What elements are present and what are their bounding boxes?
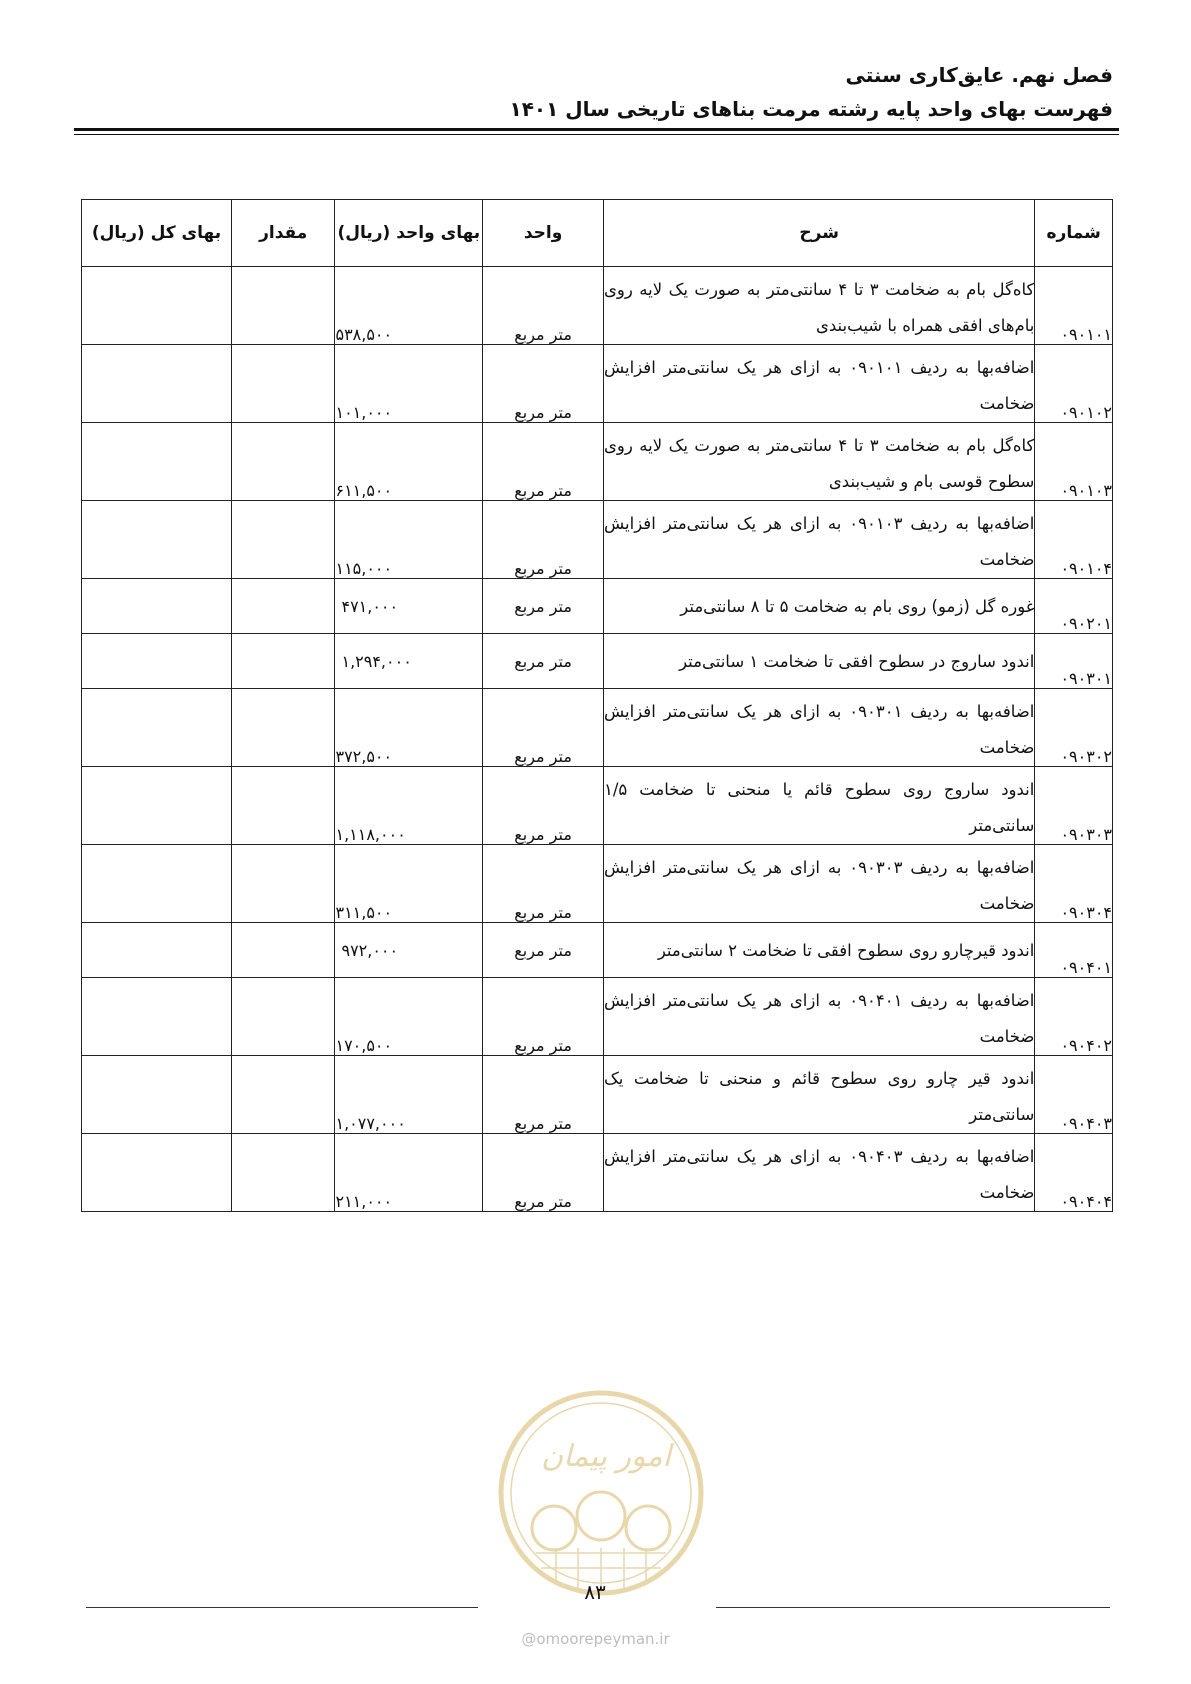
row-total (82, 978, 232, 1056)
table-row (82, 423, 1113, 501)
row-unit: متر مربع (483, 501, 604, 579)
header-unit-price: بهای واحد (ریال) (335, 200, 483, 267)
header-total-price: بهای کل (ریال) (82, 200, 232, 267)
row-description: اضافه‌بها به ردیف ۰۹۰۳۰۳ به ازای هر یک سانتی‌متر افزایش ضخامت (603, 845, 1034, 923)
row-code: ۰۹۰۱۰۱ (1035, 267, 1113, 345)
table-row (82, 689, 1113, 767)
row-quantity (231, 501, 335, 579)
chapter-title: فصل نهم. عایق‌کاری سنتی (845, 63, 1113, 87)
table-row (82, 501, 1113, 579)
row-description: غوره گل (زمو) روی بام به ضخامت ۵ تا ۸ سانتی‌متر (603, 579, 1034, 634)
row-unit-price: ۱,۱۱۸,۰۰۰ (335, 767, 483, 845)
row-code: ۰۹۰۳۰۴ (1035, 845, 1113, 923)
row-unit-price: ۱۱۵,۰۰۰ (335, 501, 483, 579)
header-rule-thick (74, 128, 1119, 131)
row-code: ۰۹۰۴۰۳ (1035, 1056, 1113, 1134)
row-unit-price: ۳۱۱,۵۰۰ (335, 845, 483, 923)
table-row (82, 345, 1113, 423)
footer-rule-left (86, 1607, 478, 1608)
row-description: کاه‌گل بام به ضخامت ۳ تا ۴ سانتی‌متر به صورت یک لایه روی سطوح قوسی بام و شیب‌بندی (603, 423, 1034, 501)
row-unit-price: ۴۷۱,۰۰۰ (335, 579, 483, 634)
row-total (82, 423, 232, 501)
page-header (53, 58, 1113, 126)
row-total (82, 923, 232, 978)
row-total (82, 767, 232, 845)
row-quantity (231, 767, 335, 845)
header-description: شرح (603, 200, 1034, 267)
row-description: اندود ساروج در سطوح افقی تا ضخامت ۱ سانتی‌متر (603, 634, 1034, 689)
row-total (82, 1056, 232, 1134)
table-row (82, 1134, 1113, 1212)
row-description: اضافه‌بها به ردیف ۰۹۰۱۰۳ به ازای هر یک سانتی‌متر افزایش ضخامت (603, 501, 1034, 579)
row-unit-price: ۱۰۱,۰۰۰ (335, 345, 483, 423)
row-unit-price: ۶۱۱,۵۰۰ (335, 423, 483, 501)
row-quantity (231, 1134, 335, 1212)
row-code: ۰۹۰۴۰۱ (1035, 923, 1113, 978)
row-quantity (231, 634, 335, 689)
row-unit: متر مربع (483, 634, 604, 689)
row-unit: متر مربع (483, 978, 604, 1056)
row-code: ۰۹۰۳۰۳ (1035, 767, 1113, 845)
table-row (82, 267, 1113, 345)
row-code: ۰۹۰۱۰۲ (1035, 345, 1113, 423)
row-unit: متر مربع (483, 1134, 604, 1212)
price-list-table (81, 199, 1113, 1212)
row-description: اضافه‌بها به ردیف ۰۹۰۴۰۱ به ازای هر یک سانتی‌متر افزایش ضخامت (603, 978, 1034, 1056)
row-unit-price: ۱,۲۹۴,۰۰۰ (335, 634, 483, 689)
table-row (82, 978, 1113, 1056)
table-row (82, 767, 1113, 845)
row-quantity (231, 978, 335, 1056)
row-unit: متر مربع (483, 267, 604, 345)
page-number: ۸۳ (584, 1580, 606, 1604)
row-unit: متر مربع (483, 689, 604, 767)
row-description: اندود قیر چارو روی سطوح قائم و منحنی تا ضخامت یک سانتی‌متر (603, 1056, 1034, 1134)
row-unit: متر مربع (483, 923, 604, 978)
header-rule-thin (74, 134, 1119, 135)
row-unit: متر مربع (483, 423, 604, 501)
table-row (82, 634, 1113, 689)
table-row (82, 845, 1113, 923)
row-quantity (231, 345, 335, 423)
row-quantity (231, 1056, 335, 1134)
table-row (82, 923, 1113, 978)
row-unit: متر مربع (483, 767, 604, 845)
document-subtitle: فهرست بهای واحد پایه رشته مرمت بناهای تاریخی سال ۱۴۰۱ (509, 97, 1113, 121)
row-total (82, 267, 232, 345)
row-total (82, 345, 232, 423)
row-unit-price: ۵۳۸,۵۰۰ (335, 267, 483, 345)
footer-rule-right (716, 1607, 1110, 1608)
row-description: اضافه‌بها به ردیف ۰۹۰۳۰۱ به ازای هر یک سانتی‌متر افزایش ضخامت (603, 689, 1034, 767)
row-unit: متر مربع (483, 345, 604, 423)
row-code: ۰۹۰۱۰۳ (1035, 423, 1113, 501)
header-unit: واحد (483, 200, 604, 267)
table-row (82, 1056, 1113, 1134)
row-description: اندود ساروج روی سطوح قائم یا منحنی تا ضخامت ۱/۵ سانتی‌متر (603, 767, 1034, 845)
row-total (82, 579, 232, 634)
row-quantity (231, 923, 335, 978)
row-code: ۰۹۰۱۰۴ (1035, 501, 1113, 579)
row-unit-price: ۹۷۲,۰۰۰ (335, 923, 483, 978)
row-quantity (231, 689, 335, 767)
row-quantity (231, 423, 335, 501)
row-description: اندود قیرچارو روی سطوح افقی تا ضخامت ۲ سانتی‌متر (603, 923, 1034, 978)
row-quantity (231, 845, 335, 923)
row-description: کاه‌گل بام به ضخامت ۳ تا ۴ سانتی‌متر به صورت یک لایه روی بام‌های افقی همراه با شیب‌بندی (603, 267, 1034, 345)
row-total (82, 845, 232, 923)
row-total (82, 1134, 232, 1212)
row-unit-price: ۱,۰۷۷,۰۰۰ (335, 1056, 483, 1134)
row-code: ۰۹۰۳۰۲ (1035, 689, 1113, 767)
row-quantity (231, 579, 335, 634)
watermark-brand-text: امور پیمان (541, 1439, 671, 1474)
row-unit-price: ۲۱۱,۰۰۰ (335, 1134, 483, 1212)
row-code: ۰۹۰۴۰۴ (1035, 1134, 1113, 1212)
table-header-row (82, 200, 1113, 267)
row-quantity (231, 267, 335, 345)
row-description: اضافه‌بها به ردیف ۰۹۰۴۰۳ به ازای هر یک سانتی‌متر افزایش ضخامت (603, 1134, 1034, 1212)
row-unit: متر مربع (483, 1056, 604, 1134)
row-code: ۰۹۰۲۰۱ (1035, 579, 1113, 634)
row-total (82, 689, 232, 767)
header-code: شماره (1035, 200, 1113, 267)
watermark-seal-icon (496, 1388, 706, 1598)
watermark-url: @omoorepeyman.ir (521, 1630, 670, 1648)
row-code: ۰۹۰۴۰۲ (1035, 978, 1113, 1056)
row-description: اضافه‌بها به ردیف ۰۹۰۱۰۱ به ازای هر یک سانتی‌متر افزایش ضخامت (603, 345, 1034, 423)
table-row (82, 579, 1113, 634)
row-unit-price: ۱۷۰,۵۰۰ (335, 978, 483, 1056)
row-unit: متر مربع (483, 579, 604, 634)
header-quantity: مقدار (231, 200, 335, 267)
row-total (82, 501, 232, 579)
row-code: ۰۹۰۳۰۱ (1035, 634, 1113, 689)
row-unit: متر مربع (483, 845, 604, 923)
row-total (82, 634, 232, 689)
row-unit-price: ۳۷۲,۵۰۰ (335, 689, 483, 767)
